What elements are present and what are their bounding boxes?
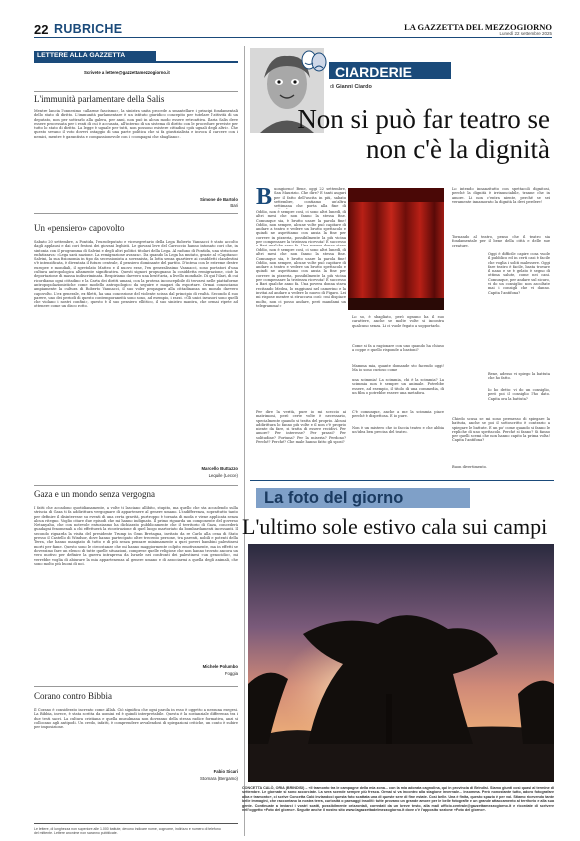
page-header bbox=[34, 22, 552, 38]
article-text: Bene, adesso vi spiego la battuta che ho fatto. bbox=[488, 372, 550, 381]
letter-author: Fabio Sicari bbox=[213, 769, 238, 774]
article-text: Tornando al teatro, penso che il teatro sia fondamentale per il bene della città e delle sue creature. bbox=[452, 235, 550, 248]
letter-title: Un «pensiero» capovolto bbox=[34, 223, 125, 233]
footnote-rule bbox=[34, 823, 238, 824]
divider bbox=[34, 686, 238, 687]
theatre-masks-icon bbox=[300, 50, 328, 72]
letter-city: Foggia bbox=[224, 671, 238, 676]
letter-body: I fatti che accadono quotidianamente, a volte ti lasciano allibito, stupito, ma quello che sta accadendo sulla striscia di Gaza ti fa addirittura vergognare di appartenere al genere umano. L'indifferenza, soprattutto tanto per definire il disinteresse su eventi di una certa gravità, purtroppo è tornata di moda e viene applicata senza alcun ritegno. Voglio citare due episodi che mi hanno indignato. Il primo riguarda un componente del governo Netanyahu, che con notevole entusiasmo ha dichiarato pubblicamente che il territorio di Gaza, concederà guadagni fenomenali a chi effettuerà la ricostruzione di quel luogo martoriato da bombardamenti incessanti. Il secondo riguarda la visita del presidente Trump in Gran Bretagna, invitato da re Carlo alla cena di Stato presso il Castello di Windsor, dove hanno partecipato oltre trecento persone, tra parenti, nobili e potenti della Terra, che hanno mangiato di tutto e di più senza pensare minimamente a quei poveri bambini palestinesi morti per fame. Questo sono le circostanze che mi hanno maggiormente colpito emotivamente, ma in effetti se dovessimo fare un elenco di tutte quelle situazioni, comprese quelle religiose che non hanno trovato ancora un vero motivo per definire la guerra intrapresa da Israele nei confronti dei palestinesi «un genocidio», mi verrebbe voglia di abiurare la mia appartenenza al genere umano e di associarmi a quella degli animali, che sono molto più buoni di noi. bbox=[34, 506, 238, 566]
article-text: Oddio, non è sempre così, ci sono altri lunedì, di altri mesi che non fanno la stessa fine. Comunque sia, è brutto usare la parola fine! Oddio, non sempre, alcune volte può capitare di andare a teatro e vedere un brutto spettacolo e quindi ne aspettiamo con ansia la fine per correre in pizzeria, possibilmente la più vicina per compensare la tristezza ricevuta! E successo bbox=[256, 210, 346, 245]
issue-date: Lunedì 22 settembre 2025 bbox=[499, 31, 552, 36]
article-headline: Non si può far teatro se non c'è la dignità bbox=[297, 104, 550, 164]
divider bbox=[34, 485, 238, 486]
article-text: uongiorno! Bene, oggi 22 settembre, San Maurizio. Che dire? E tanti auguri per il fatto dell'uscita in più, sabato settembre, contiamo un'altra settimana che porta alla fine di bbox=[274, 187, 346, 209]
letter-title: Corano contro Bibbia bbox=[34, 691, 112, 701]
byline-prefix: di bbox=[330, 84, 335, 90]
masthead: LA GAZZETTA DEL MEZZOGIORNO bbox=[404, 22, 552, 32]
article-text: Oddio, non è sempre così, ci sono altri lunedì, di altri mesi che non fanno la stessa fine. Comunque sia, è brutto usare la parola fine! Oddio, non sempre, alcune volte può capitare di andare a teatro e vedere un brutto spettacolo e quindi ne aspettiamo con ansia la fine per correre in pizzeria, possibilmente la più vicina per compensare la tristezza ricevuta! E successo a Bari qualche anno fa. Una povera donna stava recitando Medea, lo raggiunsi nel camerino e la invitai ad andare a vedere lo nuovo di Figaro. Lei mi rispose mentre si struccava così: «mi dispiace molto, non ci posso andare, però mandami un telegramma!» bbox=[256, 248, 346, 308]
article-text: Chiedo scusa se mi sono permesso di spiegare la battuta, anche se poi il sottoscritto è contrario a spiegare le battute. E un po' come quando si fanno le repliche di uno spettacolo. Perché si fanno? Si fanno per quelli scemi che non hanno capito la prima volta! Capita l'antifona? bbox=[452, 417, 550, 443]
theatre-curtain-photo bbox=[348, 188, 444, 310]
letter-body: Mentre lancia l'onnesimo «allarme fascismo», la sinistra unita procede a smantellare i principi fondamentali dello stato di diritto. L'immunità parlamentare è un istituto giuridico concepito per tutelare l'attività di un deputato, non per sottrarlo alla galera, per anni, non può in alcun modo essere retroattiva. Ilaria Salis deve essere processata per i reati di cui è accusata, all'interno di un sistema di diritto con le procedure previste per tutto lo stato di diritto. La legge è uguale per tutti, non possono esistere cittadini «più uguali degli altri». Che questo sevano il voto dovevi ostaggio di una parte politica che si fa giustizialista e invoca il carcere con i nemici, mentre è garantista e compassionevole con i «compagni che sbagliano». bbox=[34, 109, 238, 139]
article-text: C'è comunque, anche a me la scimmia piace perché è dispettosa. E io pure. bbox=[352, 410, 444, 419]
article-text: Buon divertimento. bbox=[452, 465, 488, 469]
sunset-photo bbox=[248, 544, 554, 782]
article-text: Lo intendo innanzitutto con spettacoli dignitosi, perché la dignità è irrinunciabile, tranne che in amore. Li non c'entra niente, perché se sei veramente innamorato la dignità la devi perdere! bbox=[452, 187, 550, 204]
letter-body: Sabato 20 settembre, a Pontida, l'eurodeputato e vicesegretario della Lega Roberto Vannacci è stato accolto dagli applausi e dai cori festosi dei giovani leghisti. Le giovani leve del Carroccio hanno intonato cori che, in sintonia con il programma di Salvini e degli altri politici titolari della Lega. Al raduno di Pontida, una striscione enfatizzava: «Lega sarà nazione. La remigrazione avanza». Da quando la Lega ha mutato, grazie al «Capitano» Salvini, la sua fisionomia in tipo da secessionista a sovranista, la lotta senza quartiere ai cosiddetti clandestini s'è intensificata, è diventata il futuro centrale, il pensiero dominante del partito. D'intesa con le estreme destre europee e mondiali, il sgretolato Matteo e il nuovo erae, l'ex generalissimo Vannacci, sono portatori d'una cultura antropologica altamente significativa. Questi signori propugnano la cosiddetta remigrazione, cioè la deportazione di massa indiscriminata. Respiriamo davvero una brutt'aria, a livello mondiale. Di qui l'ilari, di cui ricordiamo ogni cittadino e la Carta dei diritti umani, con la protesa inconcepibile di trovarsi nelle piattaforme antropopolazionistiche come modello antropologico da seguire e magari da esportare. Ormai conosciamo ampiamente la cultura di Roberto Vannacci, il suo voler propagare alla cittadinanza un mondo davvero capovolto. L'ex generale, ex filetti, ha una concezione del violente scissa dal principio di realtà. Secondo il suo parere, uno dei periodi di questo contemporaneità sono sono, ad esempio, i razzi. «Gli unici invasori sono quelli che violano i nostri confini», questo è il suo pensiero ellittico, il suo sinistro mantra, che ormai ripete ad ottenere come un disco rotto. bbox=[34, 240, 238, 309]
letter-body: Il Corano è considerato increato come Allah. Ciò significa che ogni parola in esso è oggetto a nessuna esegesi. La Bibbia, invece, è stata scritta da uomini ed è quindi interpretabile. Questa è la sostanziale differenza tra i due testi sacri. La cultura cristiana e quella musulmana non dovranno della stessa radice formativa, anzi si collocano agli antipodi. Un credo, infatti, è comprendere avvalendosi di spiegazioni critiche, un conto è subire per imposizione. bbox=[34, 708, 238, 730]
drop-cap: B bbox=[256, 184, 273, 210]
letter-city: Lequile (Lecce) bbox=[208, 473, 238, 478]
article-text: Oggi è difficile capire cosa vuole il pubblico ed in certi casi è facile che voglia i soliti malessere. Oggi fare teatro è facile, basta trovare il nano e se è gelato è segno di ottima salute, come nei cani. Comunque, per andare sul sicuro, vi do un consiglio: non ascoltate mai i consigli che vi danno. Capita l'antifona? bbox=[488, 252, 550, 295]
article-text: Come si fa a ragionare con uno quando ha chiuso a coppe e quello risponde a bastoni? bbox=[352, 344, 444, 353]
column-divider bbox=[244, 46, 245, 836]
byline bbox=[330, 84, 372, 90]
article-text: Mamma mia, quante domande sto facendo oggi! Ma io sono curioso come bbox=[352, 364, 444, 373]
foto-headline: L'ultimo sole estivo cala sui campi bbox=[242, 514, 548, 539]
section-rule bbox=[250, 480, 554, 481]
divider bbox=[34, 213, 238, 214]
letters-section-bar: LETTERE ALLA GAZZETTA bbox=[34, 51, 156, 61]
letter-author: Simone de Bartolo bbox=[200, 197, 238, 202]
divider bbox=[34, 91, 238, 92]
article-text: Io ho detto: vi do un consiglio, però poi il consiglio l'ho dato. Capita ora la battuta? bbox=[488, 388, 550, 401]
letter-city: Stornara (Bergamo) bbox=[200, 776, 238, 781]
letter-title: L'immunità parlamentare della Salis bbox=[34, 94, 165, 104]
byline-author: Gianni Ciardo bbox=[335, 84, 372, 90]
ciarderie-section-bar: CIARDERIE bbox=[329, 62, 451, 79]
foto-caption: CONCETTA CALÒ, ORIA (BRINDISI) – «Il tramonto tra le campagne della mia zona... con la mia adorata cagnolina, qui in provincia di Brindisi. Siamo giunti così quasi al termine di settembre. Le giornate si sono accorciate. La sera scende sempre più fresca. Ormai si va incontro alla stagione invernale... insomma. Però nonostante tutto, adoro fotografare alba e tramonto», ci scrive Concetta Calò inviandoci questa foto scattata una di queste sere di fine estate. Così belle. Una è finita, questo spazio è per voi. Stiamo ricevendo tante belle immagini, che raccontano la nostra terra, curiosità o paesaggi insoliti: tutte provano un grande amore per le belle fotografie e un grande attaccamento al territorio e alla sua gente. Continuate a inviarci i vostri scatti, possibilmente orizzontali, corredati da un breve testo, alla mail ufficio.centrale@gazzettamezzogiorno.it e ricordate di scrivere nell'oggetto «Foto del giorno». Seguite anche il nostro sito www.lagazzettadelmezzogiorno.it dove c'è l'apposito sezione «Foto del giorno». bbox=[242, 786, 554, 813]
article-text: Per dire la verità, pure io mi sceccio ai matrimoni, però certe volte è necessario, specialmente quando si tratta del proprio. Alcuni addirittura lo fanno più volte e il non c'è proprio niente da fare, si tratta di essere recidivi. Per amore? Per interesse? Per prassi? Per solitudine? Fortuna? Per la miseria? Perdono? Perché? Perché? Che male hanno fatto gli sposi? bbox=[256, 410, 346, 445]
article-text: una scimmia! La scimmia, chi è la scimmia? La scimmia non è sempre un animale. Potrebbe essere, ad esempio, il titolo di una commedia, di un film o potrebbe essere una metafora. bbox=[352, 378, 444, 395]
foto-section-bar: La foto del giorno bbox=[256, 488, 470, 508]
letters-footnote: Le lettere, di lunghezza non superiore alle 1.000 battute, devono indicare nome, cognome, indirizzo e numero di telefono del mittente. Lettere anonime non saranno pubblicate. bbox=[34, 827, 221, 836]
letter-title: Gaza e un mondo senza vergogna bbox=[34, 489, 156, 499]
section-title: RUBRICHE bbox=[54, 22, 123, 36]
letter-author: Marcello Buttazzo bbox=[201, 466, 238, 471]
letter-city: Bari bbox=[230, 203, 238, 208]
letters-bar-rule bbox=[34, 61, 238, 63]
article-text: Non è un mistero che io faccia teatro e che abbia un'idea ben precisa del teatro. bbox=[352, 426, 444, 435]
letter-author: Michele Polumbo bbox=[202, 664, 238, 669]
page-number: 22 bbox=[34, 22, 49, 37]
article-text: Lo so, è sbagliato, però ognuno ha il suo carattere, anche se molte volte si incontra qualcuno senza. Li ci vuole fegato a sopportarlo. bbox=[352, 315, 444, 328]
letters-write-to: Scrivete a lettere@gazzettamezzogiorno.it bbox=[84, 70, 170, 75]
